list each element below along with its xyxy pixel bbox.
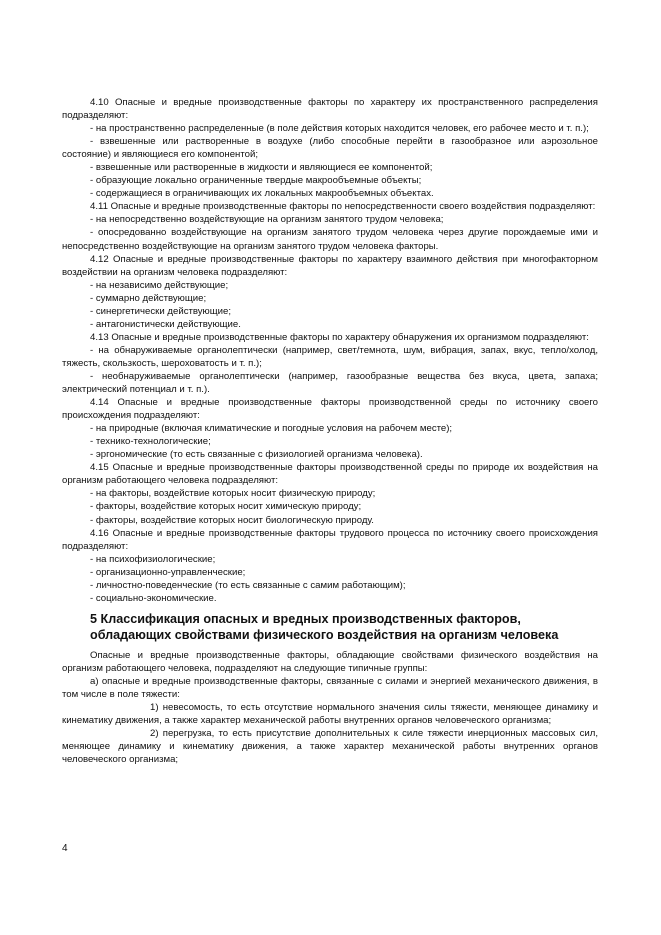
paragraph: - на обнаруживаемые органолептически (например, свет/темнота, шум, вибрация, запах, вкус, тепло/холод, тяжесть, скользкость, шероховатость и т. п.);	[62, 344, 598, 369]
paragraph: - эргономические (то есть связанные с физиологией организма человека).	[90, 449, 423, 461]
paragraph: - на природные (включая климатические и погодные условия на рабочем месте);	[90, 423, 453, 435]
paragraph: 2) перегрузка, то есть присутствие дополнительных к силе тяжести инерционных массовых сил, меняющее динамику и кинематику движения, а также характер механической работы внутренних органов человеческого организма;	[62, 728, 598, 766]
paragraph: - содержащиеся в ограничивающих их локальных макрообъемных объектах.	[90, 188, 434, 200]
paragraph: - организационно-управленческие;	[90, 566, 246, 578]
paragraph: - социально-экономические.	[90, 592, 217, 604]
paragraph: 4.12 Опасные и вредные производственные факторы по характеру взаимного действия при многофакторном воздействии на организм человека подразделяют:	[62, 253, 598, 278]
paragraph: - на независимо действующие;	[90, 279, 229, 291]
paragraphs-section-5-list	[62, 701, 598, 766]
paragraph: - технико-технологические;	[90, 436, 211, 448]
paragraph: - взвешенные или растворенные в воздухе (либо способные перейти в газообразное или аэрозольное состояние) и являющиеся его компонентой;	[62, 136, 598, 161]
paragraph: - личностно-поведенческие (то есть связанные с самим работающим);	[90, 579, 406, 591]
paragraph: Опасные и вредные производственные факторы, обладающие свойствами физического воздействия на организм работающего человека, подразделяют на следующие типичные группы:	[62, 649, 598, 674]
section-heading: 5 Классификация опасных и вредных производственных факторов, обладающих свойствами физического воздействия на организм человека	[90, 611, 559, 642]
paragraph: - необнаруживаемые органолептически (например, газообразные вещества без вкуса, цвета, запаха; электрический потенциал и т. п.).	[62, 370, 598, 396]
paragraph: - суммарно действующие;	[90, 292, 207, 304]
paragraph: - взвешенные или растворенные в жидкости и являющиеся ее компонентой;	[90, 162, 433, 174]
paragraphs-section-5-intro	[62, 649, 598, 701]
body-text	[62, 96, 598, 766]
paragraph: 1) невесомость, то есть отсутствие нормального значения силы тяжести, меняющее динамику и кинематику движения, а также характер механической работы внутренних органов человеческого организма;	[62, 702, 598, 727]
paragraph: - на непосредственно воздействующие на организм занятого трудом человека;	[90, 214, 444, 226]
paragraph: - антагонистически действующие.	[90, 318, 241, 330]
paragraph: 4.11 Опасные и вредные производственные факторы по непосредственности своего воздействия подразделяют:	[90, 201, 596, 213]
paragraph: - синергетически действующие;	[90, 305, 232, 317]
paragraph: - на факторы, воздействие которых носит физическую природу;	[90, 488, 376, 500]
paragraph: 4.16 Опасные и вредные производственные факторы трудового процесса по источнику своего происхождения подразделяют:	[62, 527, 598, 552]
paragraph: 4.13 Опасные и вредные производственные факторы по характеру обнаружения их организмом подразделяют:	[90, 331, 589, 343]
paragraph: 4.14 Опасные и вредные производственные факторы производственной среды по источнику своего происхождения подразделяют:	[62, 397, 598, 422]
paragraph: - факторы, воздействие которых носит химическую природу;	[90, 501, 362, 513]
paragraph: - образующие локально ограниченные твердые макрообъемные объекты;	[90, 175, 422, 187]
paragraph: а) опасные и вредные производственные факторы, связанные с силами и энергией механического движения, в том числе в поле тяжести:	[62, 675, 598, 700]
paragraph: 4.15 Опасные и вредные производственные факторы производственной среды по природе их воздействия на организм работающего человека подразделяют:	[62, 462, 598, 487]
paragraph: 4.10 Опасные и вредные производственные факторы по характеру их пространственного распределения подразделяют:	[62, 97, 598, 122]
paragraph: - опосредованно воздействующие на организм занятого трудом человека через другие порождаемые ими и непосредственно воздействующие на организм занятого трудом человека факторы.	[62, 227, 598, 252]
paragraph: - на психофизиологические;	[90, 553, 216, 565]
paragraphs-section-4	[62, 96, 598, 605]
paragraph: - на пространственно распределенные (в поле действия которых находится человек, его рабочее место и т. п.);	[90, 123, 589, 135]
paragraph: - факторы, воздействие которых носит биологическую природу.	[90, 514, 374, 526]
page-number: 4	[62, 843, 68, 854]
